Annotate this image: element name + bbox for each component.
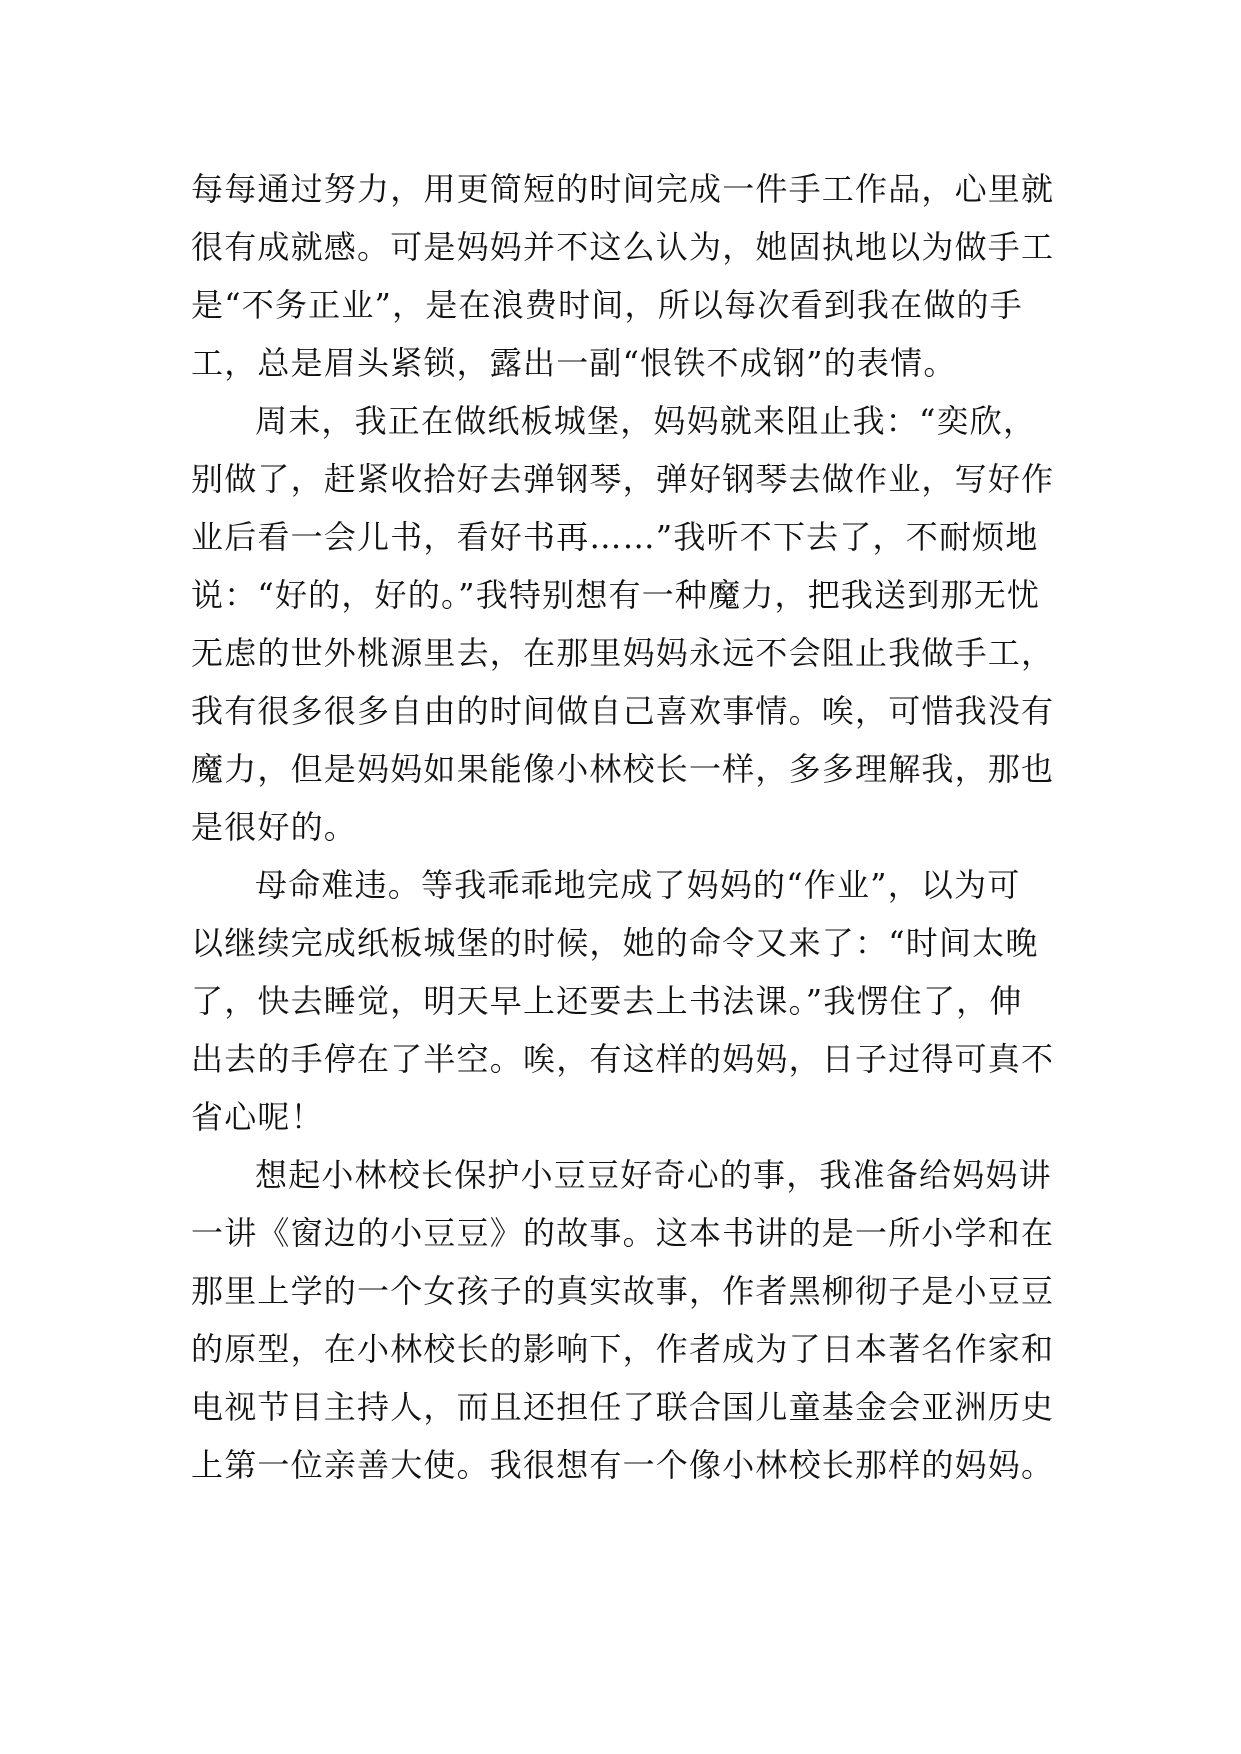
text-line: 无虑的世外桃源里去，在那里妈妈永远不会阻止我做手工， <box>191 634 1055 672</box>
text-line: 是很好的。 <box>191 808 358 846</box>
text-line: 别做了，赶紧收拾好去弹钢琴，弹好钢琴去做作业，写好作 <box>191 460 1055 498</box>
text-line: 我有很多很多自由的时间做自己喜欢事情。唉，可惜我没有 <box>191 692 1055 730</box>
paragraph-1 <box>191 160 1071 392</box>
text-line: 说：“好的，好的。”我特别想有一种魔力，把我送到那无忧 <box>191 576 1041 614</box>
text-line: 母命难违。等我乖乖地完成了妈妈的“作业”，以为可 <box>255 866 1021 904</box>
text-line: 很有成就感。可是妈妈并不这么认为，她固执地以为做手工 <box>191 228 1055 266</box>
text-line: 每每通过努力，用更简短的时间完成一件手工作品，心里就 <box>191 170 1055 208</box>
text-line: 想起小林校长保护小豆豆好奇心的事，我准备给妈妈讲 <box>255 1156 1052 1194</box>
text-line: 以继续完成纸板城堡的时候，她的命令又来了：“时间太晚 <box>191 924 1039 962</box>
paragraph-2 <box>191 392 1071 856</box>
paragraph-4 <box>191 1146 1071 1494</box>
text-line: 一讲《窗边的小豆豆》的故事。这本书讲的是一所小学和在 <box>191 1214 1055 1252</box>
text-line: 的原型，在小林校长的影响下，作者成为了日本著名作家和 <box>191 1330 1055 1368</box>
paragraph-3 <box>191 856 1071 1146</box>
text-line: 出去的手停在了半空。唉，有这样的妈妈，日子过得可真不 <box>191 1040 1055 1078</box>
document-body <box>191 160 1071 1494</box>
text-line: 工，总是眉头紧锁，露出一副“恨铁不成钢”的表情。 <box>191 344 957 382</box>
text-line: 电视节目主持人，而且还担任了联合国儿童基金会亚洲历史 <box>191 1388 1055 1426</box>
text-line: 那里上学的一个女孩子的真实故事，作者黑柳彻子是小豆豆 <box>191 1272 1055 1310</box>
text-line: 省心呢！ <box>191 1098 324 1136</box>
text-line: 上第一位亲善大使。我很想有一个像小林校长那样的妈妈。 <box>191 1446 1055 1484</box>
text-line: 业后看一会儿书，看好书再……”我听不下去了，不耐烦地 <box>191 518 1039 556</box>
text-line: 周末，我正在做纸板城堡，妈妈就来阻止我：“奕欣， <box>255 402 1037 440</box>
text-line: 是“不务正业”，是在浪费时间，所以每次看到我在做的手 <box>191 286 1023 324</box>
text-line: 了，快去睡觉，明天早上还要去上书法课。”我愣住了，伸 <box>191 982 1023 1020</box>
text-line: 魔力，但是妈妈如果能像小林校长一样，多多理解我，那也 <box>191 750 1055 788</box>
